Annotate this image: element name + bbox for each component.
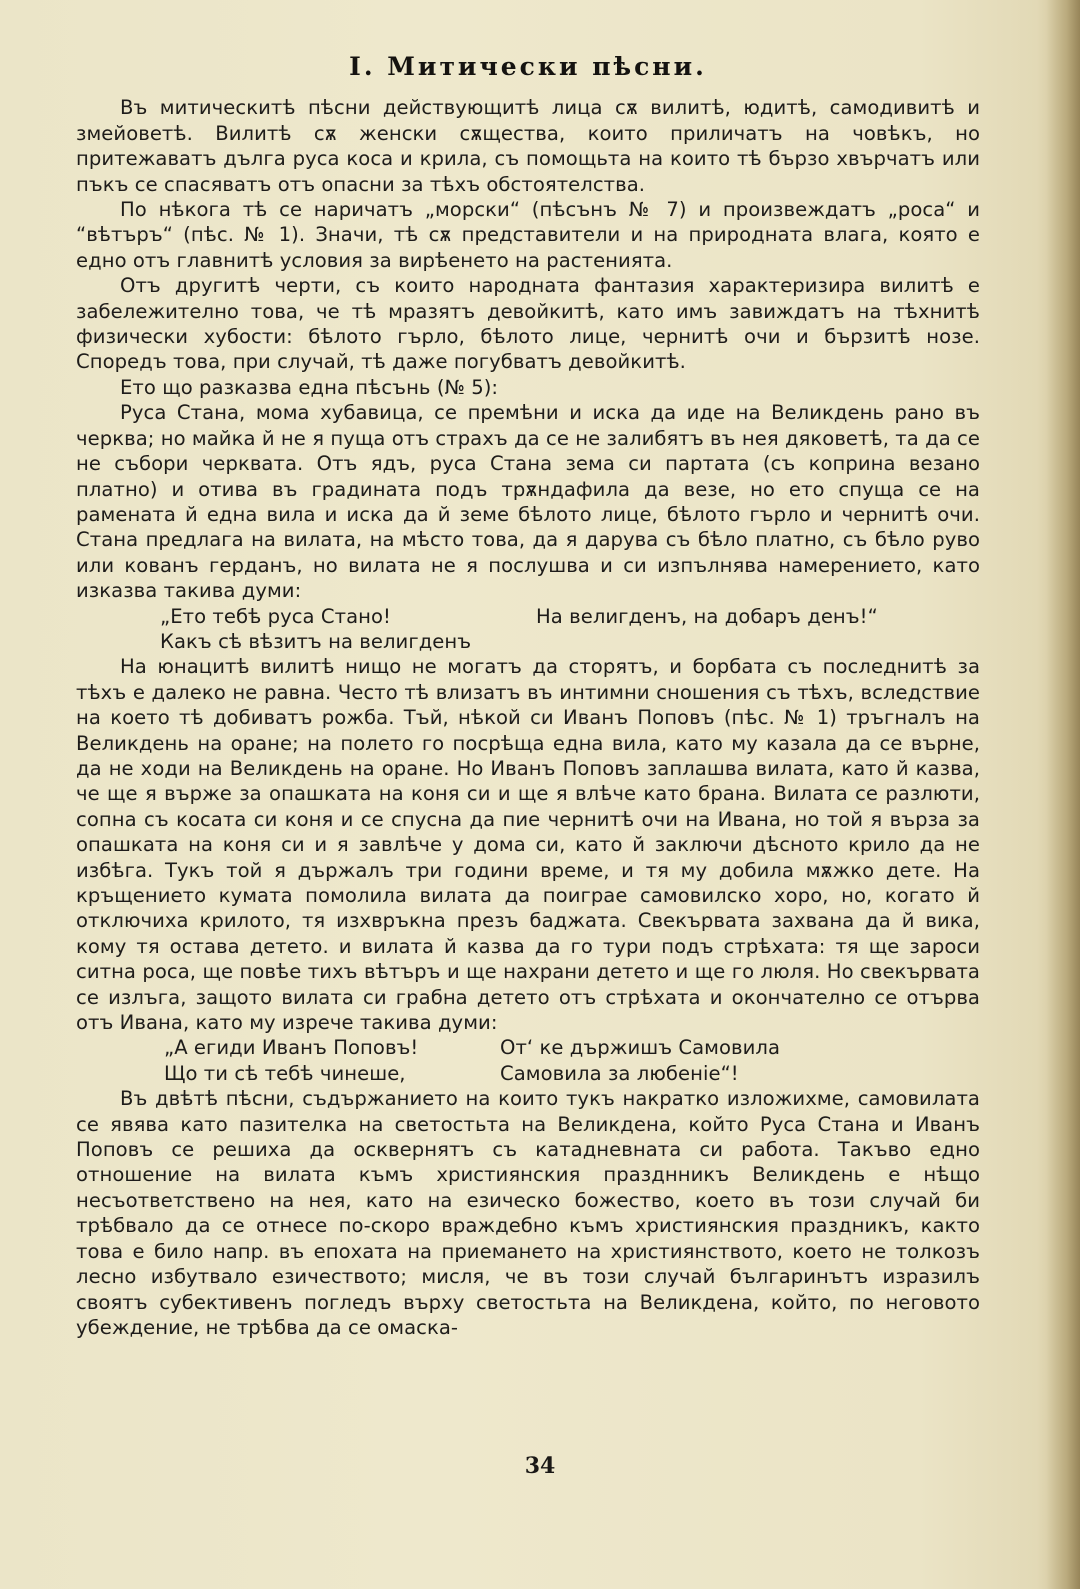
verse-line: Самовила за любеніе“! (500, 1061, 739, 1085)
verse-line: „А егиди Иванъ Поповъ! (164, 1036, 419, 1060)
paragraph: Отъ другитѣ черти, съ които народната фантазия характеризира вилитѣ е забележително това, че тѣ мразятъ девойкитѣ, като имъ завиждатъ на тѣхнитѣ физически хубости: бѣлото гърло, бѣлото лице, чернитѣ очи и бързитѣ нозе. Споредъ това, при случай, тѣ даже погубватъ девойкитѣ. (76, 274, 980, 374)
verse-quote-2 (164, 1035, 980, 1086)
page-text (76, 40, 980, 1340)
page-number: 34 (524, 1453, 556, 1479)
paragraph: Ето що разказва една пѣсънь (№ 5): (120, 375, 499, 399)
paragraph: Руса Стана, мома хубавица, се премѣни и иска да иде на Великдень рано въ черква; но майка й не я пуща отъ страхъ да се не залибятъ въ нея дяковетѣ, та да се не събори черквата. Отъ ядъ, руса Стана зема си партата (съ коприна везано платно) и отива въ градината подъ трѫндафила да везе, но ето спуща се на раменатa й една вила и иска да й земе бѣлото лице, бѣлото гърло и чернитѣ очи. Стана предлага на вилата, на мѣсто това, да я дарува съ бѣло платно, съ бѣло руво или кованъ герданъ, но вилата не я послушва и си изпълнява намерението, като изказва такива думи: (76, 401, 980, 603)
verse-line: Що ти сѣ тебѣ чинеше, (164, 1061, 406, 1085)
verse-line: На велигденъ, на добаръ денъ!“ (536, 604, 878, 628)
verse-line: От‘ ке държишъ Самовила (500, 1036, 781, 1060)
paragraph: На юнацитѣ вилитѣ нищо не могатъ да сторятъ, и борбата съ последнитѣ за тѣхъ е далеко не равна. Често тѣ влизатъ въ интимни сношения съ тѣхъ, вследствие на което тѣ добиватъ рожба. Тъй, нѣкой си Иванъ Поповъ (пѣс. № 1) тръгналъ на Великдень на оране; на полето го посрѣща една вила, като му казала да се върне, да не ходи на Великдень на оране. Но Иванъ Поповъ заплашва вилата, като й казва, че ще я върже за опашката на коня си и ще я влѣче като брана. Вилата се разлюти, сопна съ косата си коня и се спусна да пие чернитѣ очи на Ивана, но той я върза за опашката на коня си и я завлѣче у дома си, като й заключи дѣсното крило да не избѣга. Тукъ той я държалъ три години време, и тя му добила мѫжко дете. На кръщението кумата помолила вилата да поиграе самовилско хоро, но, когато й отключиха крилото, тя изхвръкна презъ баджата. Свекървата захвана да й вика, кому тя остава детето. и вилата й казва да го тури подъ стрѣхата: тя ще зароси ситна роса, ще повѣе тихъ вѣтъръ и ще нахрани детето и ще го люля. Но свекървата се излъга, защото вилата си грабна детето отъ стрѣхата и окончателно се отърва отъ Ивана, като му изрече такива думи: (76, 655, 980, 1035)
page-edge-shadow (1046, 0, 1080, 1589)
paragraph: Въ митическитѣ пѣсни действующитѣ лица сѫ вилитѣ, юдитѣ, самодивитѣ и змейоветѣ. Вилитѣ сѫ женски сѫщества, които приличатъ на човѣкъ, но притежаватъ дълга руса коса и крила, съ помощьта на които тѣ бързо хвърчатъ или пъкъ се спасяватъ отъ опасни за тѣхъ обстоятелства. (76, 96, 980, 196)
paragraph: Въ двѣтѣ пѣсни, съдържанието на които тукъ накратко изложихме, самовилата се явява като пазителка на светостьта на Великдена, който Руса Стана и Иванъ Поповъ се решиха да осквернятъ съ катадневната си работа. Такъво едно отношение на вилата къмъ християнския празднникъ Великдень е нѣщо несъответствено на нея, като на езическо божество, което въ този случай би трѣбвало да се отнесе по-скоро враждебно къмъ християнския праздникъ, както това е било напр. въ епохата на приемането на християнството, което не толкозъ лесно избутвало езичеството; мисля, че въ този случай българинътъ изразилъ своятъ субективенъ погледъ върху светостьта на Великдена, който, по неговото убеждение, не трѣбва да се омаска- (76, 1087, 980, 1339)
verse-line: Какъ сѣ вѣзитъ на велигденъ (160, 629, 472, 653)
verse-line: „Ето тебѣ руса Стано! (160, 604, 391, 628)
paragraph: По нѣкога тѣ се наричатъ „морски“ (пѣсънъ № 7) и произвеждатъ „роса“ и “вѣтъръ“ (пѣс. № 1). Значи, тѣ сѫ представители и на природната влага, която е едно отъ главнитѣ условия за вирѣенето на растенията. (76, 198, 980, 272)
verse-quote-1 (160, 604, 980, 655)
section-heading: I. Митически пѣсни. (349, 52, 707, 81)
